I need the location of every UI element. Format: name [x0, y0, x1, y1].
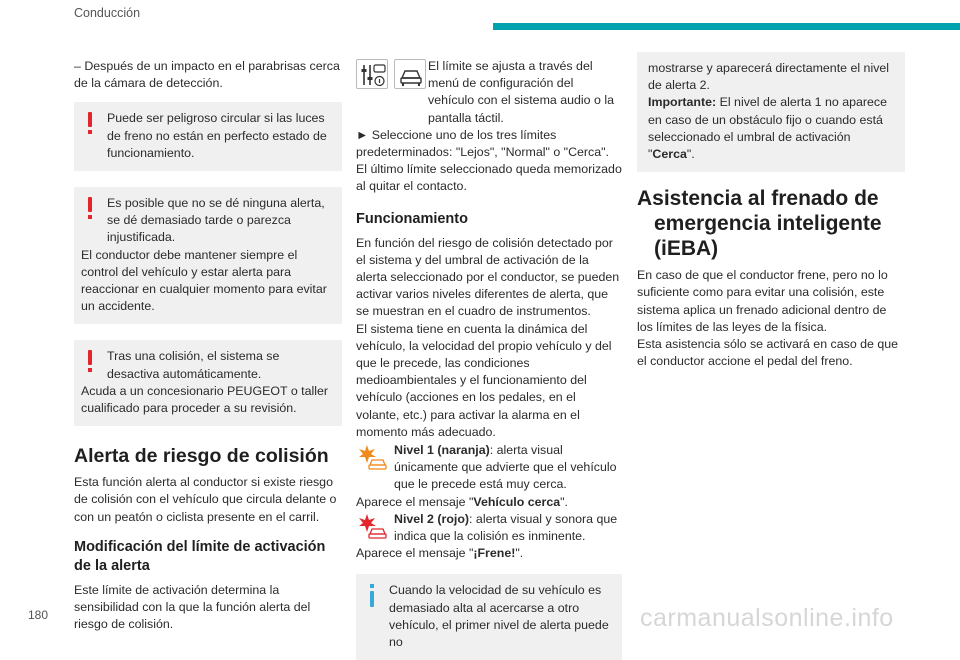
level-1-label: Nivel 1 (naranja)	[394, 443, 490, 458]
operation-text-1: En función del riesgo de colisión detectado por el sistema y del umbral de activación de la alerta seleccionado por el conductor, se pueden activar varios niveles diferentes de alerta, que se muestran en el cuadro de instrumentos.	[356, 235, 620, 319]
level-1-row	[356, 442, 622, 494]
collision-alert-red-icon	[356, 512, 388, 542]
warning-text-1: Puede ser peligroso circular si las luces de freno no están en perfecto estado de funcionamiento.	[107, 111, 327, 160]
memorized-text: El último límite seleccionado queda memorizado al quitar el contacto.	[356, 162, 622, 194]
warning-text-2b: El conductor debe mantener siempre el control del vehículo y estar alerta para reaccionar en cualquier momento para evitar un accidente.	[81, 247, 327, 314]
menu-text: El límite se ajusta a través del menú de configuración del vehículo con el sistema audio o la pantalla táctil.	[428, 59, 614, 125]
heading-ieba-line-1: Asistencia al frenado de	[637, 187, 879, 211]
info-continued-text: mostrarse y aparecerá directamente el nivel de alerta 2.	[648, 61, 890, 93]
level-2-desc: : alerta visual y sonora que indica que la colisión es inminente.	[394, 511, 618, 544]
heading-ieba-line-2: emergencia inteligente	[654, 212, 882, 236]
warning-icon	[85, 110, 95, 138]
warning-box-1	[74, 102, 342, 171]
level-2-row	[356, 511, 622, 545]
heading-modification: Modificación del límite de activación de la alerta	[74, 538, 326, 574]
operation-text-2: El sistema tiene en cuenta la dinámica del vehículo, la velocidad del propio vehículo y del que le precede, las condiciones medioambientales y el funcionamiento del vehículo (acciones en los pedales, en el volante, etc.) para activar la alarma en el momento más adecuado.	[356, 321, 612, 439]
page-number: 180	[28, 608, 49, 622]
heading-ieba-line-3: (iEBA)	[654, 237, 719, 261]
level-1-text	[356, 442, 622, 494]
level-1-message: Aparece el mensaje "Vehículo cerca".	[356, 494, 568, 509]
warning-text-3a: Tras una colisión, el sistema se desactiva automáticamente.	[107, 349, 280, 381]
warning-text-2a: Es posible que no se dé ninguna alerta, se dé demasiado tarde o parezca injustificada.	[107, 196, 325, 245]
heading-ieba	[637, 186, 905, 261]
menu-icons-row	[356, 58, 622, 127]
warning-text-3b: Acuda a un concesionario PEUGEOT o taller cualificado para proceder a su revisión.	[81, 383, 329, 416]
level-1-desc: : alerta visual únicamente que advierte que el vehículo que le precede está muy cerca.	[394, 443, 617, 492]
ieba-text-1: En caso de que el conductor frene, pero no lo suficiente como para evitar una colisión, este sistema aplica un frenado adicional dentro de los límites de las leyes de la física.	[637, 268, 888, 334]
info-box-continued	[637, 52, 905, 172]
warning-box-2	[74, 187, 342, 324]
level-2-message: Aparece el mensaje "¡Frene!".	[356, 546, 524, 561]
info-icon	[367, 582, 377, 610]
column-1	[74, 58, 342, 633]
header-bar	[493, 23, 960, 30]
column-2	[356, 58, 622, 660]
modification-text: Este límite de activación determina la sensibilidad con la que la función alerta del riesgo de colisión.	[74, 582, 311, 632]
collision-alert-orange-icon	[356, 443, 388, 473]
alert-text: Esta función alerta al conductor si existe riesgo de colisión con el vehículo que circula delante o con un peatón o ciclista presente en el carril.	[74, 475, 337, 524]
level-2-text	[356, 511, 622, 545]
header-title: Conducción	[74, 6, 141, 20]
warning-icon	[85, 195, 95, 223]
ieba-text-2: Esta asistencia sólo se activará en caso de que el conductor accione el pedal del freno.	[637, 337, 899, 369]
info-text: Cuando la velocidad de su vehículo es demasiado alta al acercarse a otro vehículo, el primer nivel de alerta puede no	[389, 583, 609, 650]
car-icon	[394, 59, 426, 89]
intro-text: – Después de un impacto en el parabrisas cerca de la cámara de detección.	[74, 59, 340, 91]
warning-box-3	[74, 340, 342, 426]
level-2-label: Nivel 2 (rojo)	[394, 511, 470, 526]
column-3	[637, 52, 905, 370]
select-text: ► Seleccione uno de los tres límites predeterminados: "Lejos", "Normal" o "Cerca".	[356, 127, 609, 160]
heading-operation: Funcionamiento	[356, 210, 468, 227]
heading-collision-alert: Alerta de riesgo de colisión	[74, 445, 329, 468]
watermark: carmanualsonline.info	[640, 604, 894, 632]
info-box	[356, 574, 622, 660]
warning-icon	[85, 348, 95, 376]
settings-menu-icon	[356, 59, 388, 89]
important-text: Importante: El nivel de alerta 1 no aparece en caso de un obstáculo fijo o cuando está seleccionado el umbral de activación "Cerca".	[648, 95, 887, 162]
